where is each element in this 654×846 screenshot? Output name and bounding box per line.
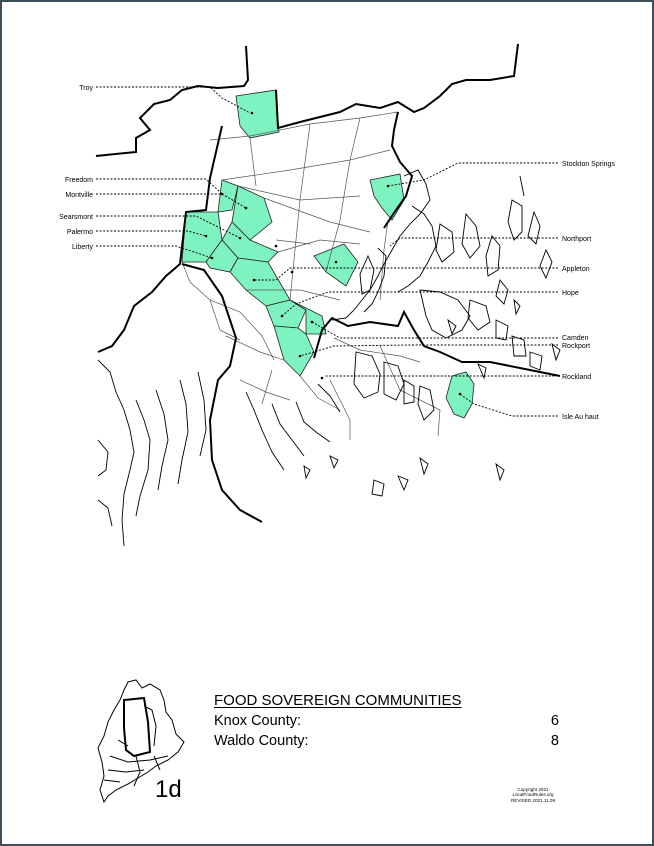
legend-county-label: Knox County:: [214, 713, 302, 729]
copyright-line: Copyright 2021: [517, 787, 549, 792]
copyright-site: LocalFoodRules.org: [512, 792, 554, 798]
label-liberty: Liberty: [71, 244, 93, 251]
legend-county-label: Waldo County:: [214, 733, 309, 749]
labels-left: [59, 85, 93, 251]
county-boundary-north: [96, 44, 518, 156]
label-palermo: Palermo: [66, 229, 93, 236]
label-montville: Montville: [65, 192, 93, 199]
town-hope: [266, 300, 306, 328]
county-boundary-knox: [182, 264, 262, 522]
label-northport: Northport: [562, 236, 592, 243]
legend-row-knox: [214, 713, 559, 729]
label-stockton-springs: Stockton Springs: [562, 161, 615, 168]
town-northport: [314, 244, 358, 286]
label-appleton: Appleton: [562, 266, 590, 273]
copyright-note: [500, 787, 566, 803]
map-id: 1d: [155, 776, 182, 803]
label-hope: Hope: [562, 290, 579, 297]
label-rockland: Rockland: [562, 374, 592, 381]
town-troy: [236, 90, 279, 138]
legend-row-waldo: [214, 733, 559, 749]
label-troy: Troy: [79, 85, 93, 92]
copyright-revised: REVISED 2021.11.09: [510, 797, 556, 803]
legend-county-count: 8: [550, 733, 559, 749]
labels-right: [562, 161, 615, 421]
town-appleton: [230, 258, 290, 306]
label-freedom: Freedom: [64, 177, 93, 184]
label-searsmont: Searsmont: [59, 214, 93, 221]
label-camden: Camden: [562, 335, 589, 342]
legend-title: FOOD SOVEREIGN COMMUNITIES: [214, 692, 462, 709]
label-isle-au-haut: Isle Au haut: [562, 414, 599, 421]
legend-county-count: 6: [550, 713, 559, 729]
label-rockport: Rockport: [562, 343, 591, 350]
town-stockton-springs: [370, 174, 404, 220]
county-boundary-waldo-knox: [314, 312, 560, 376]
